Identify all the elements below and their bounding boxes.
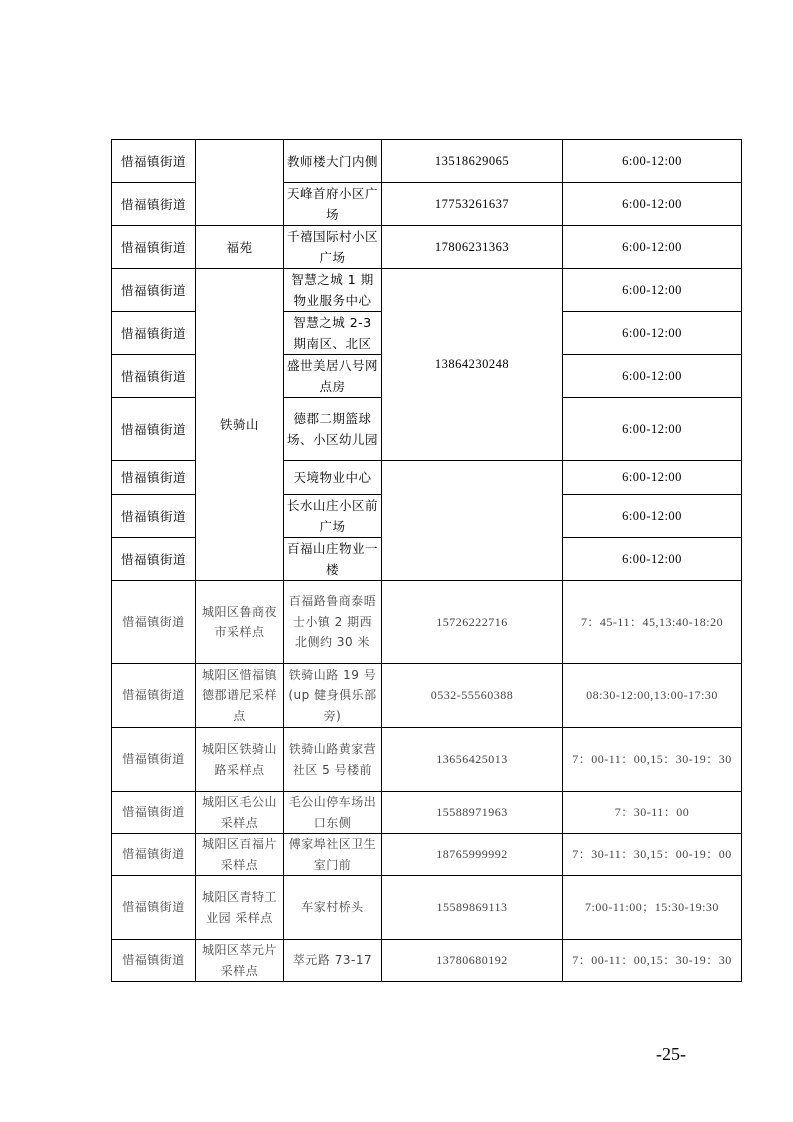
phone-cell: 17806231363 [382,226,563,269]
table-row [112,728,742,792]
phone-cell-empty [382,461,563,581]
street-cell: 惜福镇街道 [112,355,196,398]
hours-cell: 08:30-12:00,13:00-17:30 [563,664,742,728]
community-cell: 铁骑山 [196,269,284,581]
site-cell: 天境物业中心 [284,461,382,495]
site-cell: 盛世美居八号网点房 [284,355,382,398]
hours-cell: 6:00-12:00 [563,140,742,183]
site-cell: 萃元路 73-17 [284,940,382,982]
phone-cell: 15726222716 [382,581,563,664]
community-cell: 城阳区铁骑山路采样点 [196,728,284,792]
street-cell: 惜福镇街道 [112,226,196,269]
street-cell: 惜福镇街道 [112,495,196,538]
hours-cell: 6:00-12:00 [563,398,742,461]
site-cell: 德郡二期篮球场、小区幼儿园 [284,398,382,461]
site-cell: 车家村桥头 [284,876,382,940]
street-cell: 惜福镇街道 [112,792,196,834]
street-cell: 惜福镇街道 [112,461,196,495]
phone-cell: 13518629065 [382,140,563,183]
hours-cell: 6:00-12:00 [563,495,742,538]
phone-cell: 0532-55560388 [382,664,563,728]
hours-cell: 7：30-11：30,15：00-19：00 [563,834,742,876]
street-cell: 惜福镇街道 [112,312,196,355]
hours-cell: 6:00-12:00 [563,538,742,581]
hours-cell: 6:00-12:00 [563,355,742,398]
table-row [112,226,742,269]
community-cell: 福苑 [196,226,284,269]
street-cell: 惜福镇街道 [112,728,196,792]
table-row [112,581,742,664]
site-cell: 百福路鲁商泰晤士小镇 2 期西北侧约 30 米 [284,581,382,664]
site-cell: 铁骑山路黄家营社区 5 号楼前 [284,728,382,792]
site-cell: 教师楼大门内侧 [284,140,382,183]
street-cell: 惜福镇街道 [112,398,196,461]
community-cell: 城阳区毛公山采样点 [196,792,284,834]
street-cell: 惜福镇街道 [112,834,196,876]
table-row [112,664,742,728]
hours-cell: 6:00-12:00 [563,461,742,495]
hours-cell: 7：45-11：45,13:40-18:20 [563,581,742,664]
table-row [112,940,742,982]
site-cell: 傅家埠社区卫生室门前 [284,834,382,876]
phone-cell: 15588971963 [382,792,563,834]
site-cell: 长水山庄小区前广场 [284,495,382,538]
table-row [112,876,742,940]
community-cell: 城阳区鲁商夜市采样点 [196,581,284,664]
hours-cell: 6:00-12:00 [563,183,742,226]
hours-cell: 6:00-12:00 [563,312,742,355]
site-cell: 铁骑山路 19 号(up 健身俱乐部旁) [284,664,382,728]
street-cell: 惜福镇街道 [112,581,196,664]
phone-cell: 18765999992 [382,834,563,876]
hours-cell: 7：00-11：00,15：30-19：30 [563,728,742,792]
sampling-site-table [111,139,742,982]
site-cell: 百福山庄物业一楼 [284,538,382,581]
street-cell: 惜福镇街道 [112,876,196,940]
table-row [112,140,742,183]
street-cell: 惜福镇街道 [112,664,196,728]
table-row [112,792,742,834]
site-cell: 智慧之城 2-3 期南区、北区 [284,312,382,355]
street-cell: 惜福镇街道 [112,140,196,183]
street-cell: 惜福镇街道 [112,183,196,226]
phone-cell: 15589869113 [382,876,563,940]
phone-cell: 13780680192 [382,940,563,982]
hours-cell: 6:00-12:00 [563,226,742,269]
phone-cell: 13656425013 [382,728,563,792]
community-cell: 城阳区青特工业园 采样点 [196,876,284,940]
page-number: -25- [656,1044,686,1064]
street-cell: 惜福镇街道 [112,538,196,581]
site-cell: 毛公山停车场出口东侧 [284,792,382,834]
site-cell: 千禧国际村小区广场 [284,226,382,269]
community-cell: 城阳区萃元片采样点 [196,940,284,982]
hours-cell: 6:00-12:00 [563,269,742,312]
site-cell: 智慧之城 1 期物业服务中心 [284,269,382,312]
phone-cell: 13864230248 [382,269,563,461]
street-cell: 惜福镇街道 [112,269,196,312]
hours-cell: 7：00-11：00,15：30-19：30 [563,940,742,982]
community-cell: 城阳区百福片采样点 [196,834,284,876]
phone-cell: 17753261637 [382,183,563,226]
hours-cell: 7：30-11：00 [563,792,742,834]
community-cell [196,140,284,226]
table-row [112,834,742,876]
table-row [112,269,742,312]
street-cell: 惜福镇街道 [112,940,196,982]
site-cell: 天峰首府小区广场 [284,183,382,226]
hours-cell: 7:00-11:00；15:30-19:30 [563,876,742,940]
community-cell: 城阳区惜福镇德郡谱尼采样点 [196,664,284,728]
